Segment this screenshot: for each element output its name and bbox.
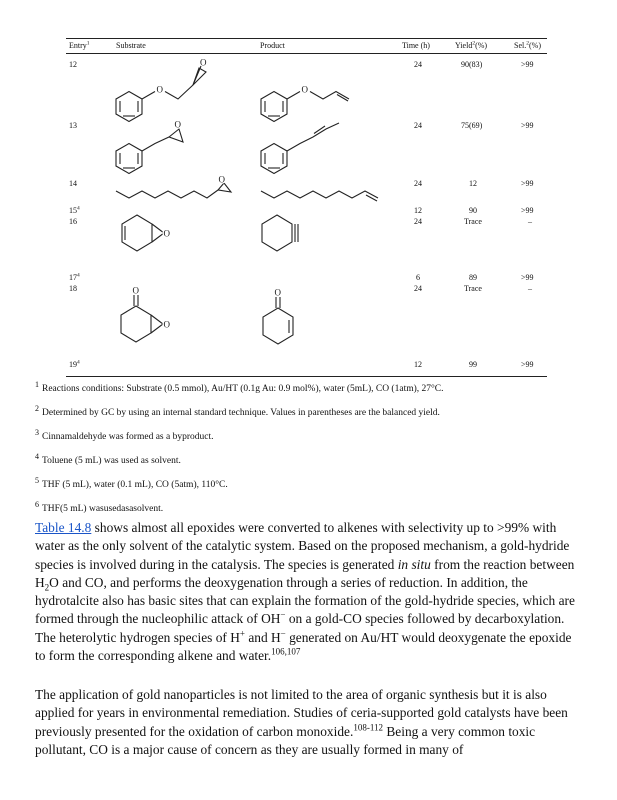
svg-text:O: O [163, 319, 170, 330]
row-18-entry: 18 [69, 284, 77, 293]
results-table [66, 38, 547, 378]
svg-text:O: O [163, 228, 170, 239]
header-entry: Entry$^1$ [69, 40, 90, 50]
row-13-sel: >99 [521, 121, 534, 130]
row-18-yield: Trace [464, 284, 482, 293]
row-14-time: 24 [414, 179, 422, 188]
svg-text:O: O [218, 174, 225, 185]
citation-ref: 106,107 [271, 646, 301, 657]
row-19-time: 12 [414, 360, 422, 369]
row-15-time: 12 [414, 206, 422, 215]
svg-text:O: O [200, 57, 207, 68]
table-reference-link[interactable]: Table 14.8 [35, 520, 92, 535]
svg-text:O: O [174, 119, 181, 130]
row-17-entry: $17^4$ [69, 272, 80, 282]
footnote-4: $^4$ Toluene (5 mL) was used as solvent. [35, 451, 181, 466]
footnote-2: $^2$ Determined by GC by using an internal standard technique. Values in parentheses are the balanced yield. [35, 403, 440, 418]
footnote-5: $^5$ THF (5 mL), water (0.1 mL), CO (5atm), 110°C. [35, 475, 228, 490]
row-14-entry: 14 [69, 179, 77, 188]
row-16-yield: Trace [464, 217, 482, 226]
body-paragraph-1: Table 14.8 shows almost all epoxides were converted to alkenes with selectivity up to >99% with water as the only solvent of the catalytic system. Based on the proposed mechanism, a gold-hydride species is involved during in the catalysis. The species is generated in situ from the reaction between $H_2O$ and CO, and performs the deoxygenation through a series of reduction. In addition, the hydrotalcite also has basic sites that can explain the formation of the gold-hydride species, which are formed through the nucleophilic attack of OH− on a gold-CO species followed by decarboxylation. The heterolytic hydrogen species of H+ and H− generated on Au/HT would deoxygenate the epoxide to form the corresponding alkene and water.$^{106,107}$ [35, 520, 575, 664]
row-18-time: 24 [414, 284, 422, 293]
footnote-6: $^6$ THF(5 mL) wasusedasasolvent. [35, 499, 164, 514]
row-14-sel: >99 [521, 179, 534, 188]
row-19-yield: 99 [469, 360, 477, 369]
citation-ref: 108-112 [353, 722, 383, 733]
row-13-time: 24 [414, 121, 422, 130]
row-19-sel: >99 [521, 360, 534, 369]
svg-text:O: O [301, 84, 308, 95]
row-17-time: 6 [416, 273, 420, 282]
row-16-entry: 16 [69, 217, 77, 226]
row-15-sel: >99 [521, 206, 534, 215]
svg-text:O: O [156, 84, 163, 95]
row-15-yield: 90 [469, 206, 477, 215]
row-13-entry: 13 [69, 121, 77, 130]
row-12-sel: >99 [521, 60, 534, 69]
svg-text:O: O [274, 287, 281, 298]
row-12-entry: 12 [69, 60, 77, 69]
footnote-3: $^3$ Cinnamaldehyde was formed as a byproduct. [35, 427, 214, 442]
row-17-yield: 89 [469, 273, 477, 282]
svg-text:O: O [132, 285, 139, 296]
row-16-sel: – [528, 217, 532, 226]
table-footnotes [35, 379, 595, 527]
row-19-entry: $19^4$ [69, 359, 80, 369]
row-14-yield: 12 [469, 179, 477, 188]
row-13-yield: 75(69) [461, 121, 483, 130]
header-substrate: Substrate [116, 41, 146, 50]
row-12-yield: 90(83) [461, 60, 483, 69]
header-time: Time (h) [402, 41, 430, 50]
header-selectivity: Sel.$^2$(%) [514, 40, 541, 50]
header-yield: Yield$^2$(%) [455, 40, 488, 50]
footnote-1: $^1$ Reactions conditions: Substrate (0.5 mmol), Au/HT (0.1g Au: 0.9 mol%), water (5mL), CO (1atm), 27°C. [35, 379, 444, 394]
row-15-entry: $15^4$ [69, 205, 80, 215]
product-cyclohexenone-structure [66, 38, 547, 378]
row-17-sel: >99 [521, 273, 534, 282]
row-16-time: 24 [414, 217, 422, 226]
body-paragraph-2: The application of gold nanoparticles is not limited to the area of organic synthesis but it is also applied for years in environmental remediation. Studies of ceria-supported gold catalysts have been previously presented for the oxidation of carbon monoxide.$^{108-112}$ Being a very common toxic pollutant, CO is a major cause of concern as they are usually formed in many of [35, 687, 568, 757]
row-18-sel: – [528, 284, 532, 293]
row-12-time: 24 [414, 60, 422, 69]
header-product: Product [260, 41, 285, 50]
